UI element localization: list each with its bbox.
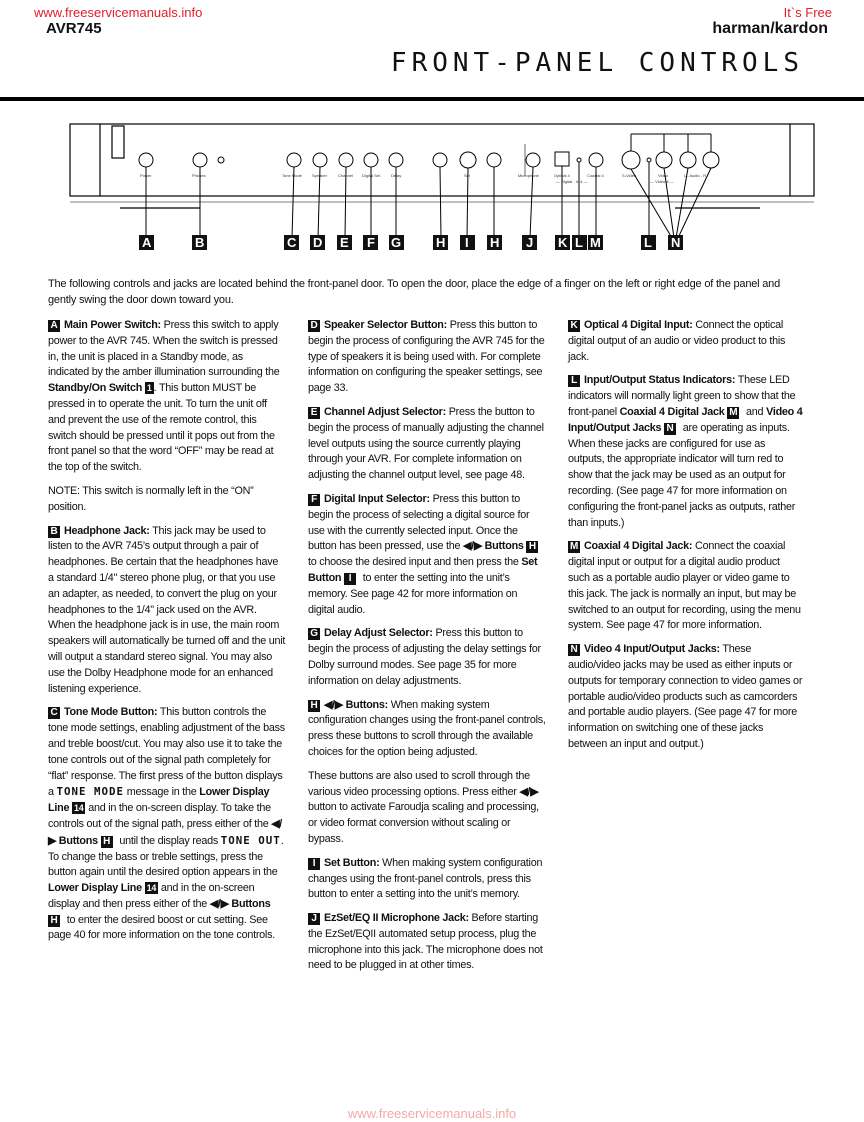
right-button: [487, 153, 501, 167]
panel-label-audio: L - Audio - R: [684, 173, 707, 178]
svg-text:H: H: [490, 235, 500, 250]
panel-label-mic: Microphone: [518, 173, 539, 178]
column-3: [568, 318, 804, 761]
speaker-button: [313, 153, 327, 167]
badge-g: G: [308, 628, 320, 640]
section-l-text: These LED indicators will normally light green to show that the front-panel: [568, 374, 796, 418]
section-c-text-3: and in the on-screen display. To take the controls out of the signal path, press either of the: [48, 802, 272, 830]
section-a-text-2: . This button MUST be pressed in to operate the unit. To turn the unit off and prevent the use of the remote control, this switch should be pressed until it pops out from the front panel so that the word “OFF” may be read at the top of the switch.: [48, 382, 275, 474]
svg-text:N: N: [671, 235, 681, 250]
svg-text:J: J: [526, 235, 534, 250]
callout-d: [310, 235, 325, 250]
section-b-text: This jack may be used to listen to the AVR 745’s output through a pair of headphones. Be certain that the headphones have a standard 1/4" stereo phone plug, or that you use an adapter, as needed, to convert the plug on your headphones to the 1/4" jack used on the AVR. When the headphone jack is in use, the main room speakers will automatically be turned off and the unit will output a standard stereo signal. You may also use the Dolby Headphone mode for an enhanced listening experience.: [48, 524, 286, 695]
headphone-icon: [218, 157, 224, 163]
status-led-2: [647, 158, 651, 162]
badge-e: E: [308, 407, 320, 419]
video-jacks-ref: Video 4 Input/Output Jacks: [568, 405, 803, 434]
intro-paragraph: The following controls and jacks are located behind the front-panel door. To open the door, place the edge of a finger on the left or right edge of the panel and gently swing the door down toward you.: [48, 278, 781, 306]
svg-text:B: B: [195, 235, 205, 250]
ref-letter: H: [526, 541, 538, 553]
panel-label-channel: Channel: [338, 173, 353, 178]
section-n-title: Video 4 Input/Output Jacks:: [584, 643, 720, 656]
power-switch: [139, 153, 153, 167]
callout-b: [192, 235, 207, 250]
callout-a: [139, 235, 154, 250]
svg-text:A: A: [142, 235, 152, 250]
callout-i: [460, 235, 475, 250]
ref-letter: M: [729, 406, 738, 418]
panel-label-vin: — Video 4 —: [650, 179, 674, 184]
ref-number: 14: [73, 803, 84, 814]
panel-label-digin: — Digital - In 4 —: [556, 179, 588, 184]
badge-f: F: [308, 494, 320, 506]
ref-letter: H: [101, 836, 113, 848]
section-d-text: Press this button to begin the process of configuring the AVR 745 for the type of speakers it is being used with. For complete information on configuring the speaker settings, see page 33.: [308, 319, 545, 395]
arrow-buttons-ref: ◀/▶ Buttons: [463, 540, 524, 553]
badge-k: K: [568, 320, 580, 332]
panel-label-delay: Delay: [391, 173, 402, 178]
section-g-title: Delay Adjust Selector:: [324, 627, 433, 640]
svg-text:L: L: [644, 235, 652, 250]
channel-button: [339, 153, 353, 167]
section-k-text: Connect the optical digital output of an audio or video product to this jack.: [568, 319, 786, 363]
section-h-text: When making system configuration changes using the front-panel controls, press these buttons to scroll through the available choices for the option being adjusted.: [308, 698, 546, 758]
ref-number: 14: [146, 883, 157, 894]
panel-label-coaxial: Coaxial 4: [587, 173, 604, 178]
panel-label-power: Power: [140, 173, 152, 178]
section-f-text-3: to enter the setting into the unit’s memory. See page 42 for more information on digital audio.: [308, 571, 518, 616]
svg-text:G: G: [391, 235, 402, 250]
section-c-text-2: message in the: [124, 786, 200, 799]
panel-label-digital: Digital Sel.: [362, 173, 382, 178]
callout-j: [522, 235, 537, 250]
svg-text:F: F: [367, 235, 375, 250]
section-j: [308, 911, 546, 974]
callout-n: [668, 235, 683, 250]
section-c-text-6: and in the on-screen display and then press either of the: [48, 882, 255, 910]
svg-text:H: H: [436, 235, 446, 250]
badge-d: D: [308, 320, 320, 332]
section-h: [308, 698, 546, 761]
site-url[interactable]: www.freeservicemanuals.info: [34, 5, 203, 20]
digital-select-button: [364, 153, 378, 167]
section-d-title: Speaker Selector Button:: [324, 319, 447, 331]
badge-l: L: [568, 375, 580, 387]
section-i: [308, 856, 546, 903]
arrow-ref: ◀/▶: [519, 785, 539, 798]
section-m: [568, 539, 804, 634]
page-title: FRONT-PANEL CONTROLS: [390, 48, 804, 78]
panel-label-set: Set: [464, 173, 471, 178]
section-h-text-3: button to activate Faroudja scaling and processing, or video format conversion without scaling or bypass.: [308, 801, 539, 845]
section-j-title: EzSet/EQ II Microphone Jack:: [324, 912, 469, 925]
coaxial-jack-ref: Coaxial 4 Digital Jack: [619, 405, 725, 418]
section-e: [308, 405, 546, 484]
ref-number: 1: [146, 383, 152, 394]
section-f-text: Press this button to begin the process of selecting a digital source for use with the currently selected input. Once the button has been pressed, use the: [308, 492, 530, 553]
section-l-title: Input/Output Status Indicators:: [584, 374, 736, 387]
audio-left-jack: [680, 152, 696, 168]
callout-l: [572, 235, 587, 250]
svg-text:I: I: [465, 235, 469, 250]
section-e-title: Channel Adjust Selector:: [324, 405, 446, 418]
svg-text:D: D: [313, 235, 323, 250]
section-f-title: Digital Input Selector:: [324, 492, 430, 505]
tone-out-message: TONE OUT: [220, 833, 281, 847]
badge-b: B: [48, 526, 60, 538]
badge-h: H: [308, 700, 320, 712]
section-h-continued: [308, 769, 546, 848]
arrow-buttons-ref: ◀/▶ Buttons: [48, 817, 283, 847]
section-d: [308, 318, 546, 397]
panel-label-svideo: S-Video: [622, 173, 637, 178]
headphone-jack: [193, 153, 207, 167]
left-button: [433, 153, 447, 167]
section-c-title: Tone Mode Button:: [64, 706, 158, 719]
panel-label-optical: Optical 4: [554, 173, 570, 178]
tone-mode-button: [287, 153, 301, 167]
section-f: [308, 492, 546, 618]
set-button-ref: Set Button: [308, 556, 538, 584]
badge-m: M: [569, 541, 579, 553]
arrow-buttons-ref: ◀/▶ Buttons: [209, 897, 271, 910]
section-h-title: ◀/▶ Buttons:: [324, 698, 388, 711]
callout-f: [363, 235, 378, 250]
svg-text:E: E: [340, 235, 349, 250]
section-m-title: Coaxial 4 Digital Jack:: [584, 540, 693, 553]
callout-l-2: [641, 235, 656, 250]
section-k: [568, 318, 804, 365]
status-led-1: [577, 158, 581, 162]
header-rule: [0, 97, 864, 101]
svg-text:M: M: [590, 235, 601, 250]
coaxial-jack: [589, 153, 603, 167]
callout-k: [555, 235, 570, 250]
audio-right-jack: [703, 152, 719, 168]
badge-n: N: [568, 644, 580, 656]
section-l-text-2: and: [743, 405, 767, 418]
note: NOTE: This switch is normally left in the “ON” position.: [48, 484, 254, 513]
lower-display-ref: Lower Display Line: [48, 786, 270, 815]
section-g: [308, 626, 546, 689]
section-e-text: Press the button to begin the process of manually adjusting the channel level outputs using the source currently playing through your AVR. For complete information on adjusting the channel output level, see page 48.: [308, 405, 544, 482]
section-k-title: Optical 4 Digital Input:: [584, 319, 693, 331]
front-panel-diagram: [60, 120, 820, 260]
brand-logo: harman/kardon: [712, 20, 828, 37]
section-f-text-2: to choose the desired input and then press the: [308, 556, 522, 569]
set-button: [460, 152, 476, 168]
panel-label-tone: Tone Mode: [282, 173, 302, 178]
section-a: [48, 318, 286, 476]
callout-m: [588, 235, 603, 250]
section-c-text-4: until the display reads: [116, 834, 221, 847]
section-n-text: These audio/video jacks may be used as either inputs or outputs for temporary connection to video games or portable audio/video products such as camcorders and portable audio players. (See page 47 for more information on switching one of these jacks between an input and output.): [568, 643, 803, 750]
badge-i: I: [308, 858, 320, 870]
section-c-text: This button controls the tone mode settings, enabling adjustment of the bass and treble boost/cut. You may also use it to take the tone controls out of the signal path completely for “flat” response. The first press of the button displays a: [48, 706, 285, 799]
svideo-jack: [622, 151, 640, 169]
section-c-text-7: to enter the desired boost or cut setting. See page 40 for more information on the tone controls.: [48, 913, 275, 942]
model-name: AVR745: [46, 20, 102, 37]
callout-g: [389, 235, 404, 250]
section-b: [48, 524, 286, 698]
section-g-text: Press this button to begin the process of adjusting the delay settings for Dolby surround modes. See page 35 for more information on delay adjustments.: [308, 627, 541, 687]
delay-button: [389, 153, 403, 167]
callout-h-right: [487, 235, 502, 250]
section-c-text-5: . To change the bass or treble settings, press the button again until the desired option appears in the: [48, 834, 284, 879]
section-h-text-2: These buttons are also used to scroll through the various video processing options. Press either: [308, 769, 530, 798]
svg-text:C: C: [287, 235, 297, 250]
ref-letter: I: [344, 573, 356, 585]
section-a-text: Press this switch to apply power to the AVR 745. When the switch is pressed in, the unit is placed in a Standby mode, as indicated by the amber illumination surrounding the: [48, 319, 280, 379]
section-c: [48, 705, 286, 944]
badge-j: J: [308, 913, 320, 925]
section-i-title: Set Button:: [324, 856, 380, 869]
ref-letter: H: [48, 915, 60, 927]
section-j-text: Before starting the EzSet/EQII automated setup process, plug the microphone into this jack. The microphone does not need to be plugged in at other times.: [308, 912, 543, 972]
section-l-text-3: are operating as inputs. When these jacks are configured for use as outputs, the appropriate indicator will turn red to show that the jack may be used as an output for recording. (See page 47 for more information on configuring the front-panel jacks as outputs, rather than inputs.): [568, 421, 796, 529]
section-a-title: Main Power Switch:: [64, 319, 161, 331]
video-jack: [656, 152, 672, 168]
section-n: [568, 642, 804, 753]
svg-text:L: L: [575, 235, 583, 250]
section-i-text: When making system configuration changes using the front-panel controls, press this button to enter a setting into the unit’s memory.: [308, 856, 543, 901]
badge-c: C: [48, 707, 60, 719]
panel-label-video: Video: [658, 173, 669, 178]
column-2: [308, 318, 546, 982]
panel-label-speaker: Speaker: [312, 173, 327, 178]
section-b-title: Headphone Jack:: [64, 524, 150, 537]
callout-e: [337, 235, 352, 250]
callout-h-left: [433, 235, 448, 250]
column-1: [48, 318, 286, 952]
callout-c: [284, 235, 299, 250]
panel-label-phones: Phones: [192, 173, 206, 178]
free-label: It`s Free: [783, 5, 832, 20]
section-l: [568, 373, 804, 531]
footer-url[interactable]: www.freeservicemanuals.info: [347, 1106, 517, 1121]
standby-switch-ref: Standby/On Switch: [48, 382, 143, 395]
ref-letter: N: [664, 423, 676, 435]
tone-mode-message: TONE MODE: [56, 785, 125, 799]
svg-text:K: K: [558, 235, 568, 250]
section-m-text: Connect the coaxial digital input or output for a digital audio product such as a portable audio player or video game to this jack. The jack is normally an input, but may be switched to an output for recording, using the menu system. See page 47 for more information.: [568, 540, 801, 632]
microphone-jack: [526, 153, 540, 167]
lower-display-ref: Lower Display Line: [48, 882, 142, 895]
badge-a: A: [48, 320, 60, 332]
optical-jack: [555, 152, 569, 166]
